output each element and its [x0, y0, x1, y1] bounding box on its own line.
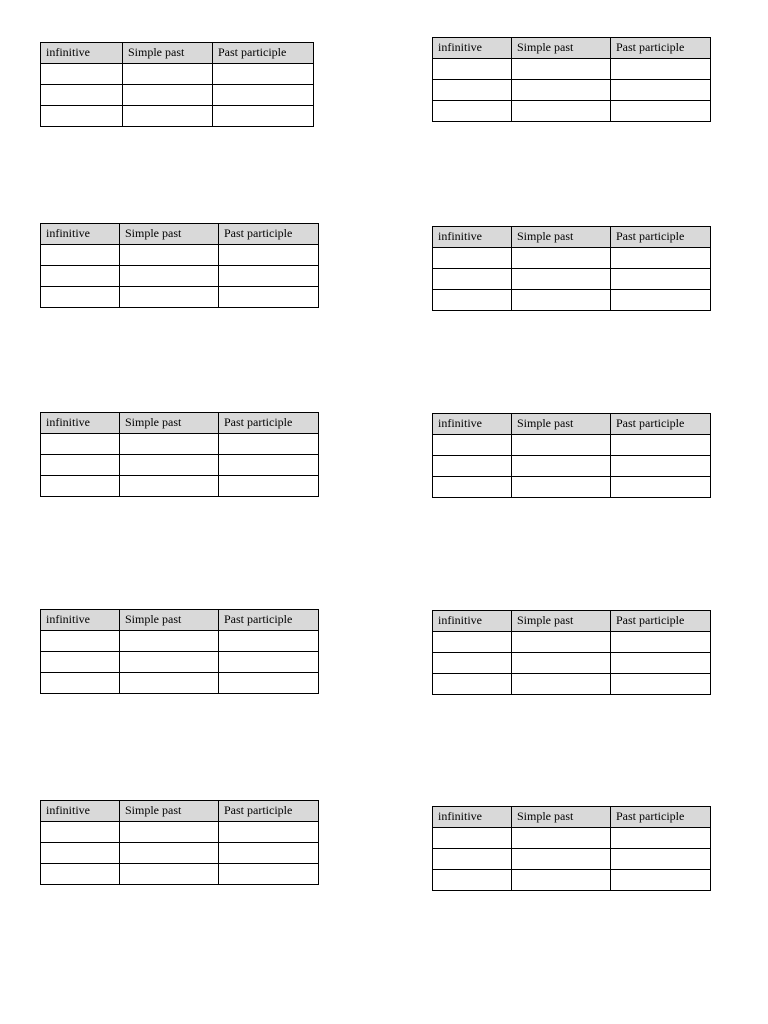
- blank-cell-past-participle[interactable]: [611, 248, 711, 269]
- blank-cell-infinitive[interactable]: [41, 652, 120, 673]
- blank-cell-infinitive[interactable]: [433, 632, 512, 653]
- table-row: [41, 245, 319, 266]
- header-past-participle: Past participle: [611, 807, 711, 828]
- header-infinitive: infinitive: [41, 224, 120, 245]
- blank-cell-infinitive[interactable]: [41, 476, 120, 497]
- blank-cell-simple-past[interactable]: [120, 864, 219, 885]
- table-header-row: [433, 807, 711, 828]
- header-simple-past: Simple past: [512, 38, 611, 59]
- blank-cell-infinitive[interactable]: [433, 870, 512, 891]
- table-row: [41, 434, 319, 455]
- blank-cell-infinitive[interactable]: [41, 434, 120, 455]
- blank-cell-simple-past[interactable]: [120, 455, 219, 476]
- header-simple-past: Simple past: [120, 610, 219, 631]
- blank-cell-past-participle[interactable]: [219, 843, 319, 864]
- blank-cell-simple-past[interactable]: [512, 290, 611, 311]
- table-row: [41, 652, 319, 673]
- header-infinitive: infinitive: [41, 801, 120, 822]
- header-simple-past: Simple past: [120, 413, 219, 434]
- blank-cell-past-participle[interactable]: [611, 59, 711, 80]
- blank-cell-simple-past[interactable]: [120, 245, 219, 266]
- table-row: [433, 653, 711, 674]
- blank-cell-simple-past[interactable]: [120, 434, 219, 455]
- blank-cell-past-participle[interactable]: [219, 455, 319, 476]
- blank-cell-infinitive[interactable]: [41, 864, 120, 885]
- blank-cell-past-participle[interactable]: [213, 85, 314, 106]
- blank-cell-simple-past[interactable]: [512, 653, 611, 674]
- header-past-participle: Past participle: [219, 413, 319, 434]
- verb-table-6: [432, 413, 711, 498]
- blank-cell-infinitive[interactable]: [41, 266, 120, 287]
- table-row: [433, 101, 711, 122]
- blank-cell-past-participle[interactable]: [219, 673, 319, 694]
- blank-cell-simple-past[interactable]: [120, 843, 219, 864]
- blank-cell-past-participle[interactable]: [611, 674, 711, 695]
- table-header-row: [41, 610, 319, 631]
- header-infinitive: infinitive: [433, 227, 512, 248]
- blank-cell-infinitive[interactable]: [41, 64, 123, 85]
- verb-table-3: [40, 223, 319, 308]
- blank-cell-past-participle[interactable]: [219, 864, 319, 885]
- table-row: [433, 435, 711, 456]
- blank-cell-infinitive[interactable]: [433, 849, 512, 870]
- blank-cell-simple-past[interactable]: [123, 106, 213, 127]
- blank-cell-past-participle[interactable]: [219, 245, 319, 266]
- blank-cell-infinitive[interactable]: [41, 673, 120, 694]
- blank-cell-past-participle[interactable]: [611, 290, 711, 311]
- blank-cell-simple-past[interactable]: [512, 477, 611, 498]
- header-infinitive: infinitive: [433, 38, 512, 59]
- blank-cell-simple-past[interactable]: [512, 828, 611, 849]
- header-infinitive: infinitive: [41, 413, 120, 434]
- table-row: [433, 828, 711, 849]
- blank-cell-simple-past[interactable]: [120, 266, 219, 287]
- table-row: [433, 456, 711, 477]
- table-row: [41, 673, 319, 694]
- blank-cell-infinitive[interactable]: [41, 455, 120, 476]
- verb-table-8: [432, 610, 711, 695]
- blank-cell-past-participle[interactable]: [611, 435, 711, 456]
- blank-cell-infinitive[interactable]: [41, 85, 123, 106]
- table-row: [41, 64, 314, 85]
- header-simple-past: Simple past: [123, 43, 213, 64]
- blank-cell-simple-past[interactable]: [512, 248, 611, 269]
- header-past-participle: Past participle: [213, 43, 314, 64]
- blank-cell-past-participle[interactable]: [219, 287, 319, 308]
- blank-cell-infinitive[interactable]: [41, 287, 120, 308]
- header-simple-past: Simple past: [120, 801, 219, 822]
- table-row: [41, 266, 319, 287]
- blank-cell-simple-past[interactable]: [120, 476, 219, 497]
- table-header-row: [41, 43, 314, 64]
- blank-cell-infinitive[interactable]: [433, 456, 512, 477]
- table-header-row: [433, 38, 711, 59]
- blank-cell-past-participle[interactable]: [611, 870, 711, 891]
- blank-cell-simple-past[interactable]: [512, 101, 611, 122]
- verb-table-5: [40, 412, 319, 497]
- blank-cell-simple-past[interactable]: [512, 59, 611, 80]
- blank-cell-past-participle[interactable]: [611, 269, 711, 290]
- blank-cell-infinitive[interactable]: [433, 80, 512, 101]
- blank-cell-past-participle[interactable]: [611, 80, 711, 101]
- header-past-participle: Past participle: [219, 801, 319, 822]
- header-past-participle: Past participle: [611, 414, 711, 435]
- blank-cell-simple-past[interactable]: [512, 849, 611, 870]
- table-row: [433, 269, 711, 290]
- blank-cell-simple-past[interactable]: [120, 673, 219, 694]
- blank-cell-infinitive[interactable]: [41, 631, 120, 652]
- blank-cell-simple-past[interactable]: [512, 80, 611, 101]
- header-infinitive: infinitive: [41, 43, 123, 64]
- table-row: [41, 106, 314, 127]
- blank-cell-past-participle[interactable]: [219, 266, 319, 287]
- blank-cell-infinitive[interactable]: [433, 248, 512, 269]
- table-header-row: [433, 227, 711, 248]
- blank-cell-simple-past[interactable]: [512, 674, 611, 695]
- blank-cell-infinitive[interactable]: [433, 290, 512, 311]
- verb-table-9: [40, 800, 319, 885]
- blank-cell-simple-past[interactable]: [512, 269, 611, 290]
- blank-cell-simple-past[interactable]: [512, 632, 611, 653]
- table-row: [433, 59, 711, 80]
- table-row: [41, 476, 319, 497]
- blank-cell-past-participle[interactable]: [611, 477, 711, 498]
- verb-table-7: [40, 609, 319, 694]
- table-row: [41, 287, 319, 308]
- blank-cell-infinitive[interactable]: [433, 828, 512, 849]
- verb-table-2: [432, 37, 711, 122]
- blank-cell-past-participle[interactable]: [219, 822, 319, 843]
- blank-cell-past-participle[interactable]: [219, 476, 319, 497]
- header-simple-past: Simple past: [512, 611, 611, 632]
- blank-cell-infinitive[interactable]: [433, 435, 512, 456]
- table-row: [433, 674, 711, 695]
- table-row: [433, 248, 711, 269]
- table-header-row: [41, 224, 319, 245]
- verb-table-10: [432, 806, 711, 891]
- blank-cell-past-participle[interactable]: [611, 849, 711, 870]
- table-row: [433, 870, 711, 891]
- table-header-row: [41, 413, 319, 434]
- blank-cell-past-participle[interactable]: [219, 652, 319, 673]
- header-simple-past: Simple past: [512, 414, 611, 435]
- blank-cell-past-participle[interactable]: [213, 106, 314, 127]
- table-row: [41, 822, 319, 843]
- header-past-participle: Past participle: [611, 227, 711, 248]
- header-simple-past: Simple past: [512, 227, 611, 248]
- blank-cell-infinitive[interactable]: [433, 674, 512, 695]
- blank-cell-simple-past[interactable]: [512, 870, 611, 891]
- blank-cell-infinitive[interactable]: [41, 822, 120, 843]
- header-simple-past: Simple past: [120, 224, 219, 245]
- table-header-row: [41, 801, 319, 822]
- blank-cell-infinitive[interactable]: [433, 59, 512, 80]
- blank-cell-infinitive[interactable]: [433, 101, 512, 122]
- blank-cell-past-participle[interactable]: [213, 64, 314, 85]
- blank-cell-simple-past[interactable]: [123, 64, 213, 85]
- header-past-participle: Past participle: [219, 610, 319, 631]
- header-infinitive: infinitive: [433, 611, 512, 632]
- blank-cell-infinitive[interactable]: [433, 477, 512, 498]
- blank-cell-simple-past[interactable]: [512, 456, 611, 477]
- table-row: [433, 80, 711, 101]
- blank-cell-past-participle[interactable]: [219, 434, 319, 455]
- table-row: [433, 849, 711, 870]
- verb-table-4: [432, 226, 711, 311]
- table-row: [433, 477, 711, 498]
- table-row: [433, 632, 711, 653]
- header-infinitive: infinitive: [433, 414, 512, 435]
- header-infinitive: infinitive: [41, 610, 120, 631]
- table-row: [41, 843, 319, 864]
- blank-cell-infinitive[interactable]: [433, 653, 512, 674]
- header-infinitive: infinitive: [433, 807, 512, 828]
- table-row: [41, 631, 319, 652]
- header-past-participle: Past participle: [611, 38, 711, 59]
- blank-cell-infinitive[interactable]: [433, 269, 512, 290]
- blank-cell-simple-past[interactable]: [120, 631, 219, 652]
- blank-cell-past-participle[interactable]: [611, 653, 711, 674]
- blank-cell-infinitive[interactable]: [41, 106, 123, 127]
- blank-cell-past-participle[interactable]: [219, 631, 319, 652]
- table-header-row: [433, 611, 711, 632]
- table-header-row: [433, 414, 711, 435]
- blank-cell-infinitive[interactable]: [41, 245, 120, 266]
- blank-cell-simple-past[interactable]: [120, 822, 219, 843]
- blank-cell-simple-past[interactable]: [512, 435, 611, 456]
- blank-cell-past-participle[interactable]: [611, 632, 711, 653]
- table-row: [41, 864, 319, 885]
- table-row: [41, 455, 319, 476]
- header-past-participle: Past participle: [219, 224, 319, 245]
- blank-cell-past-participle[interactable]: [611, 828, 711, 849]
- blank-cell-infinitive[interactable]: [41, 843, 120, 864]
- table-row: [433, 290, 711, 311]
- blank-cell-simple-past[interactable]: [123, 85, 213, 106]
- blank-cell-simple-past[interactable]: [120, 652, 219, 673]
- blank-cell-past-participle[interactable]: [611, 456, 711, 477]
- header-past-participle: Past participle: [611, 611, 711, 632]
- blank-cell-past-participle[interactable]: [611, 101, 711, 122]
- header-simple-past: Simple past: [512, 807, 611, 828]
- table-row: [41, 85, 314, 106]
- blank-cell-simple-past[interactable]: [120, 287, 219, 308]
- verb-table-1: [40, 42, 314, 127]
